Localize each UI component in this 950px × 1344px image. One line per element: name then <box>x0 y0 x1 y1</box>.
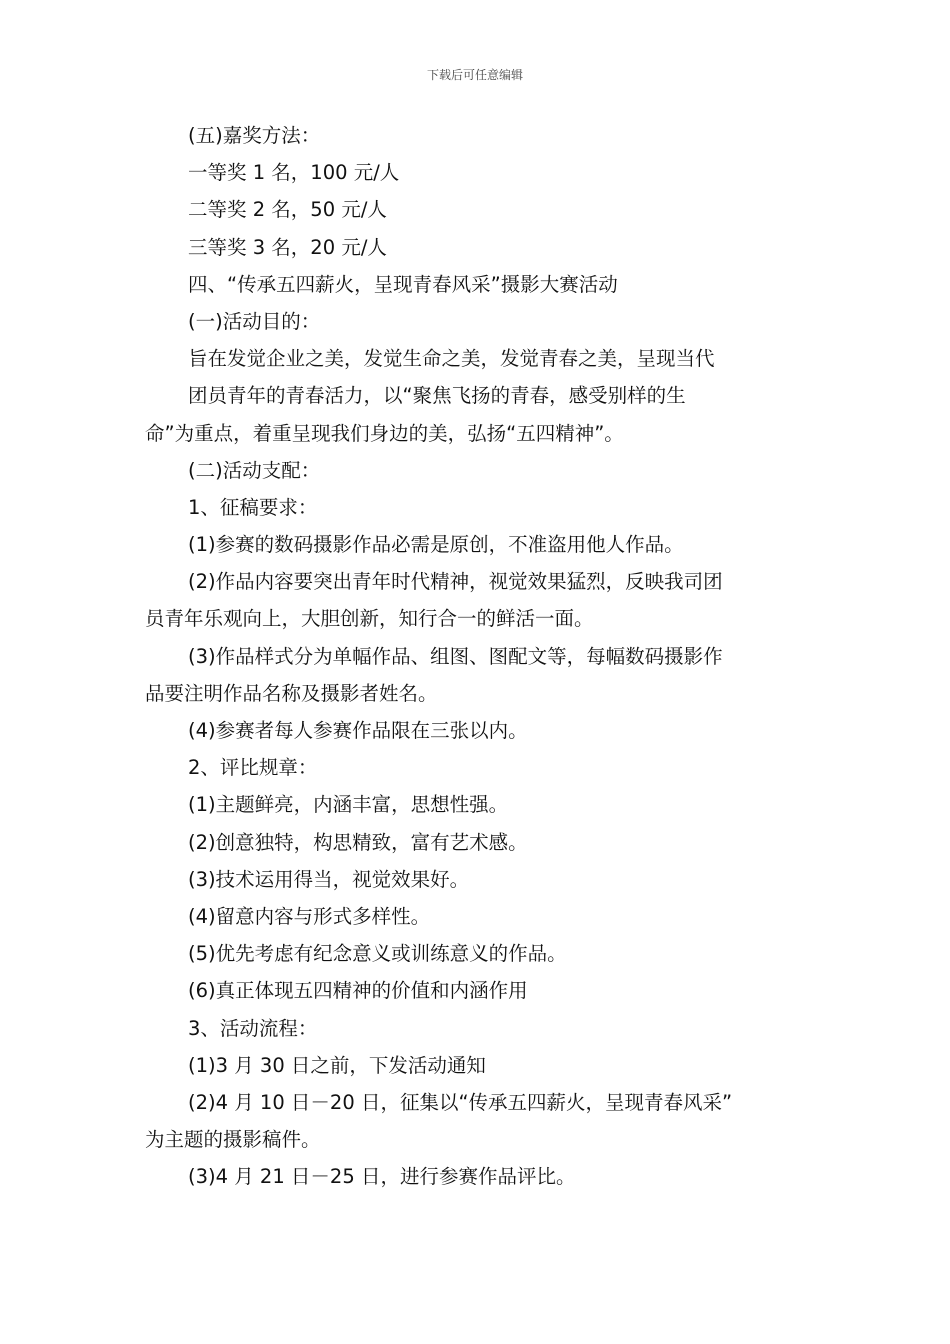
text-line: 旨在发觉企业之美，发觉生命之美，发觉青春之美，呈现当代 <box>188 347 715 371</box>
text-line: (2)创意独特，构思精致，富有艺术感。 <box>188 830 528 854</box>
text-line: 品要注明作品名称及摄影者姓名。 <box>145 681 438 705</box>
text-line: (2)作品内容要突出青年时代精神，视觉效果猛烈，反映我司团 <box>188 570 723 594</box>
text-line: 二等奖 2 名，50 元/人 <box>188 198 387 222</box>
text-line: (五)嘉奖方法： <box>188 124 321 147</box>
text-line: (二)活动支配： <box>188 458 321 482</box>
text-line: 3、活动流程： <box>188 1016 318 1040</box>
text-line: (5)优先考虑有纪念意义或训练意义的作品。 <box>188 942 567 966</box>
text-line: 命”为重点，着重呈现我们身边的美，弘扬“五四精神”。 <box>145 421 624 445</box>
text-line: (3)4 月 21 日－25 日，进行参赛作品评比。 <box>188 1165 576 1189</box>
text-line: 一等奖 1 名，100 元/人 <box>188 161 400 185</box>
text-line: 1、征稿要求： <box>188 495 318 519</box>
text-line: (3)作品样式分为单幅作品、组图、图配文等，每幅数码摄影作 <box>188 644 723 668</box>
text-line: 为主题的摄影稿件。 <box>145 1128 321 1152</box>
text-line: (1)参赛的数码摄影作品必需是原创，不准盗用他人作品。 <box>188 533 684 557</box>
text-line: 四、“传承五四薪火，呈现青春风采”摄影大赛活动 <box>188 272 618 296</box>
page-header: 下载后可任意编辑 <box>426 68 523 82</box>
text-line: (4)留意内容与形式多样性。 <box>188 904 431 928</box>
text-line: 团员青年的青春活力，以“聚焦飞扬的青春，感受别样的生 <box>188 384 686 408</box>
text-line: (一)活动目的： <box>188 309 321 333</box>
text-line: (2)4 月 10 日－20 日，征集以“传承五四薪火，呈现青春风采” <box>188 1090 733 1114</box>
text-line: (4)参赛者每人参赛作品限在三张以内。 <box>188 719 528 742</box>
text-line: 2、评比规章： <box>188 756 318 780</box>
text-line: (1)主题鲜亮，内涵丰富，思想性强。 <box>188 793 509 817</box>
text-line: (1)3 月 30 日之前，下发活动通知 <box>188 1053 486 1077</box>
text-line: (6)真正体现五四精神的价值和内涵作用 <box>188 979 528 1003</box>
text-line: (3)技术运用得当，视觉效果好。 <box>188 867 470 891</box>
text-line: 员青年乐观向上，大胆创新，知行合一的鲜活一面。 <box>145 607 594 631</box>
document-body <box>145 117 810 1195</box>
text-line: 三等奖 3 名，20 元/人 <box>188 235 387 259</box>
